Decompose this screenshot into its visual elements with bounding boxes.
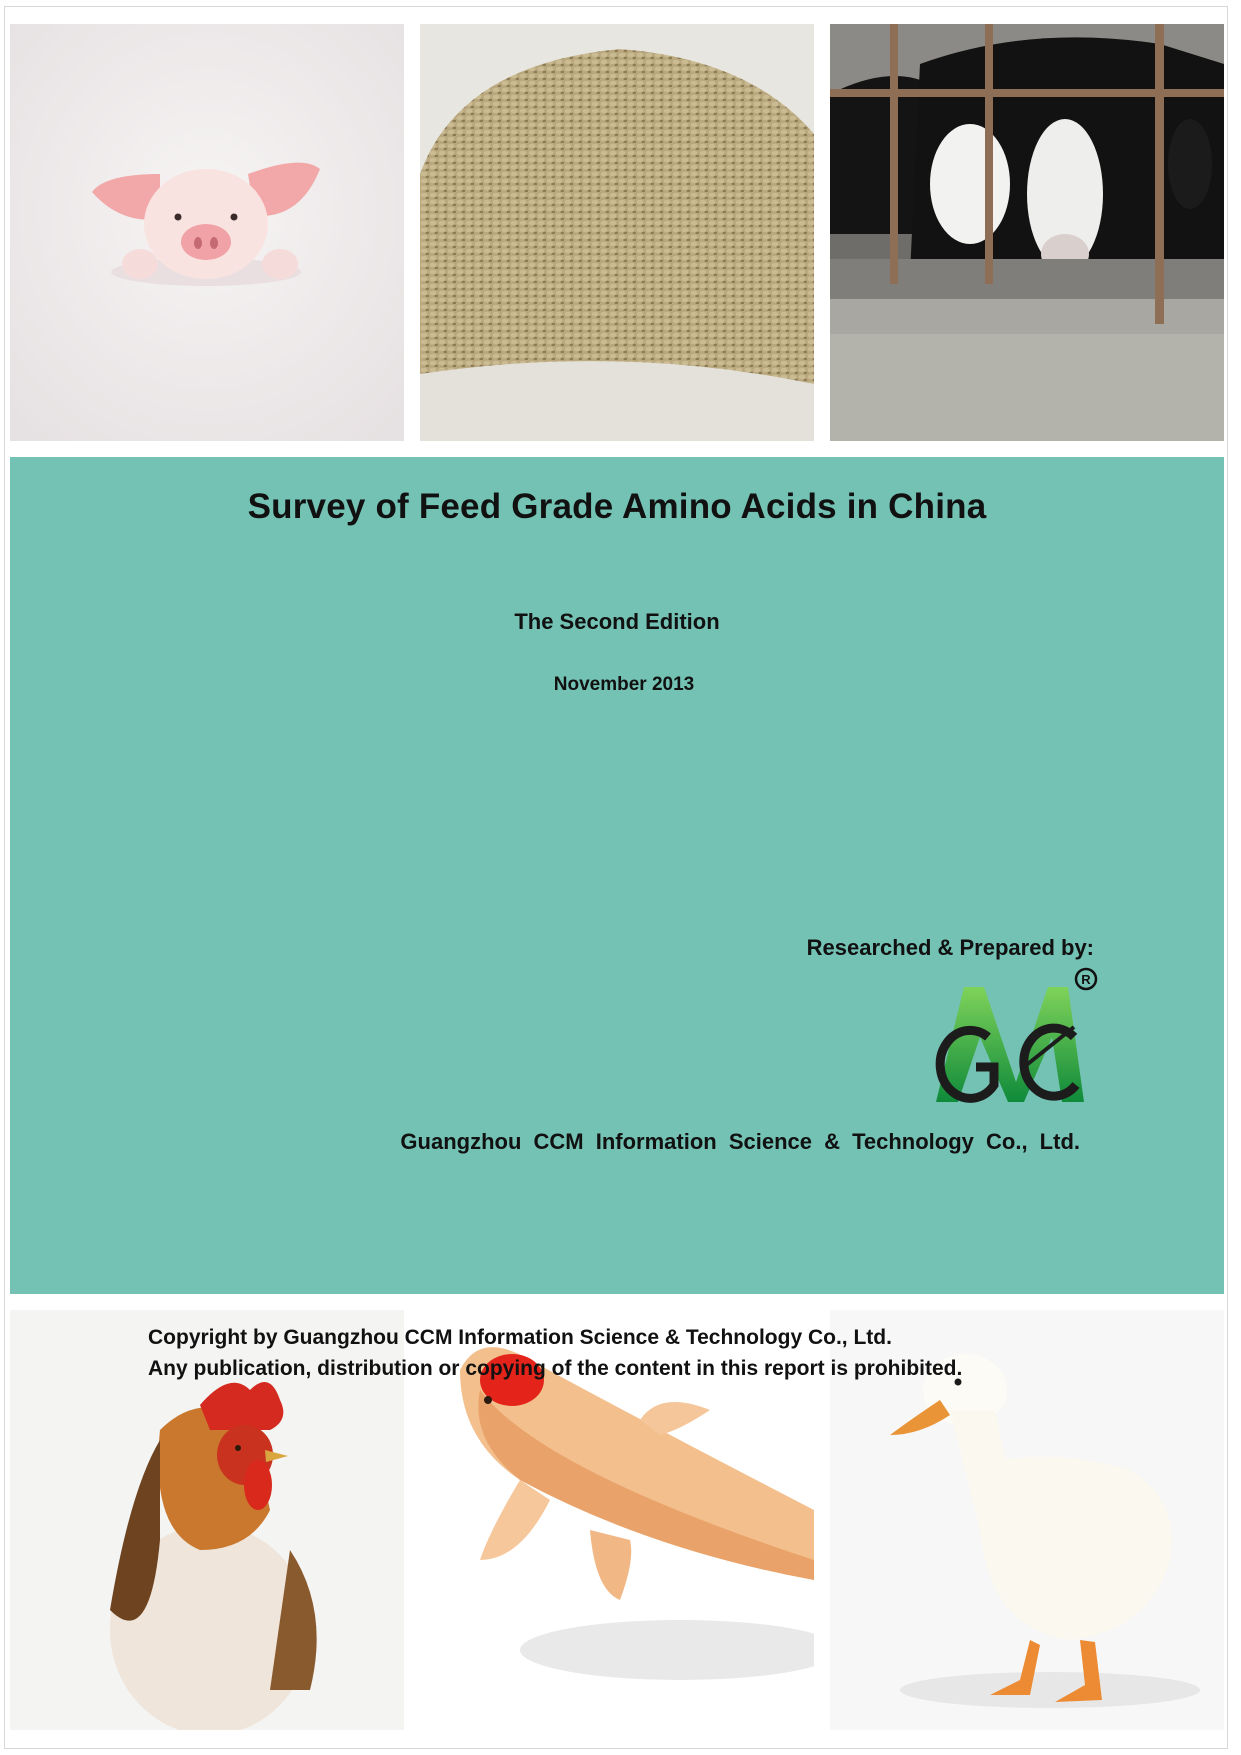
title-band [10,457,1224,1294]
piglet-photo [10,24,404,441]
copyright-line-1: Copyright by Guangzhou CCM Information Science & Technology Co., Ltd. [148,1326,892,1349]
report-title: Survey of Feed Grade Amino Acids in China [247,487,987,526]
company-name: Guangzhou CCM Information Science & Technology Co., Ltd. [400,1129,1080,1154]
edition-label: The Second Edition [514,609,720,634]
dairy-cows-photo [830,24,1224,441]
publication-date: November 2013 [553,674,695,695]
svg-text:R: R [1081,972,1091,987]
ccm-logo [924,967,1104,1117]
prepared-by-label: Researched & Prepared by: [806,935,1094,960]
copyright-notice [148,1322,962,1384]
feed-pellets-photo [420,24,814,441]
copyright-line-2: Any publication, distribution or copying of the content in this report is prohibited. [148,1357,963,1380]
